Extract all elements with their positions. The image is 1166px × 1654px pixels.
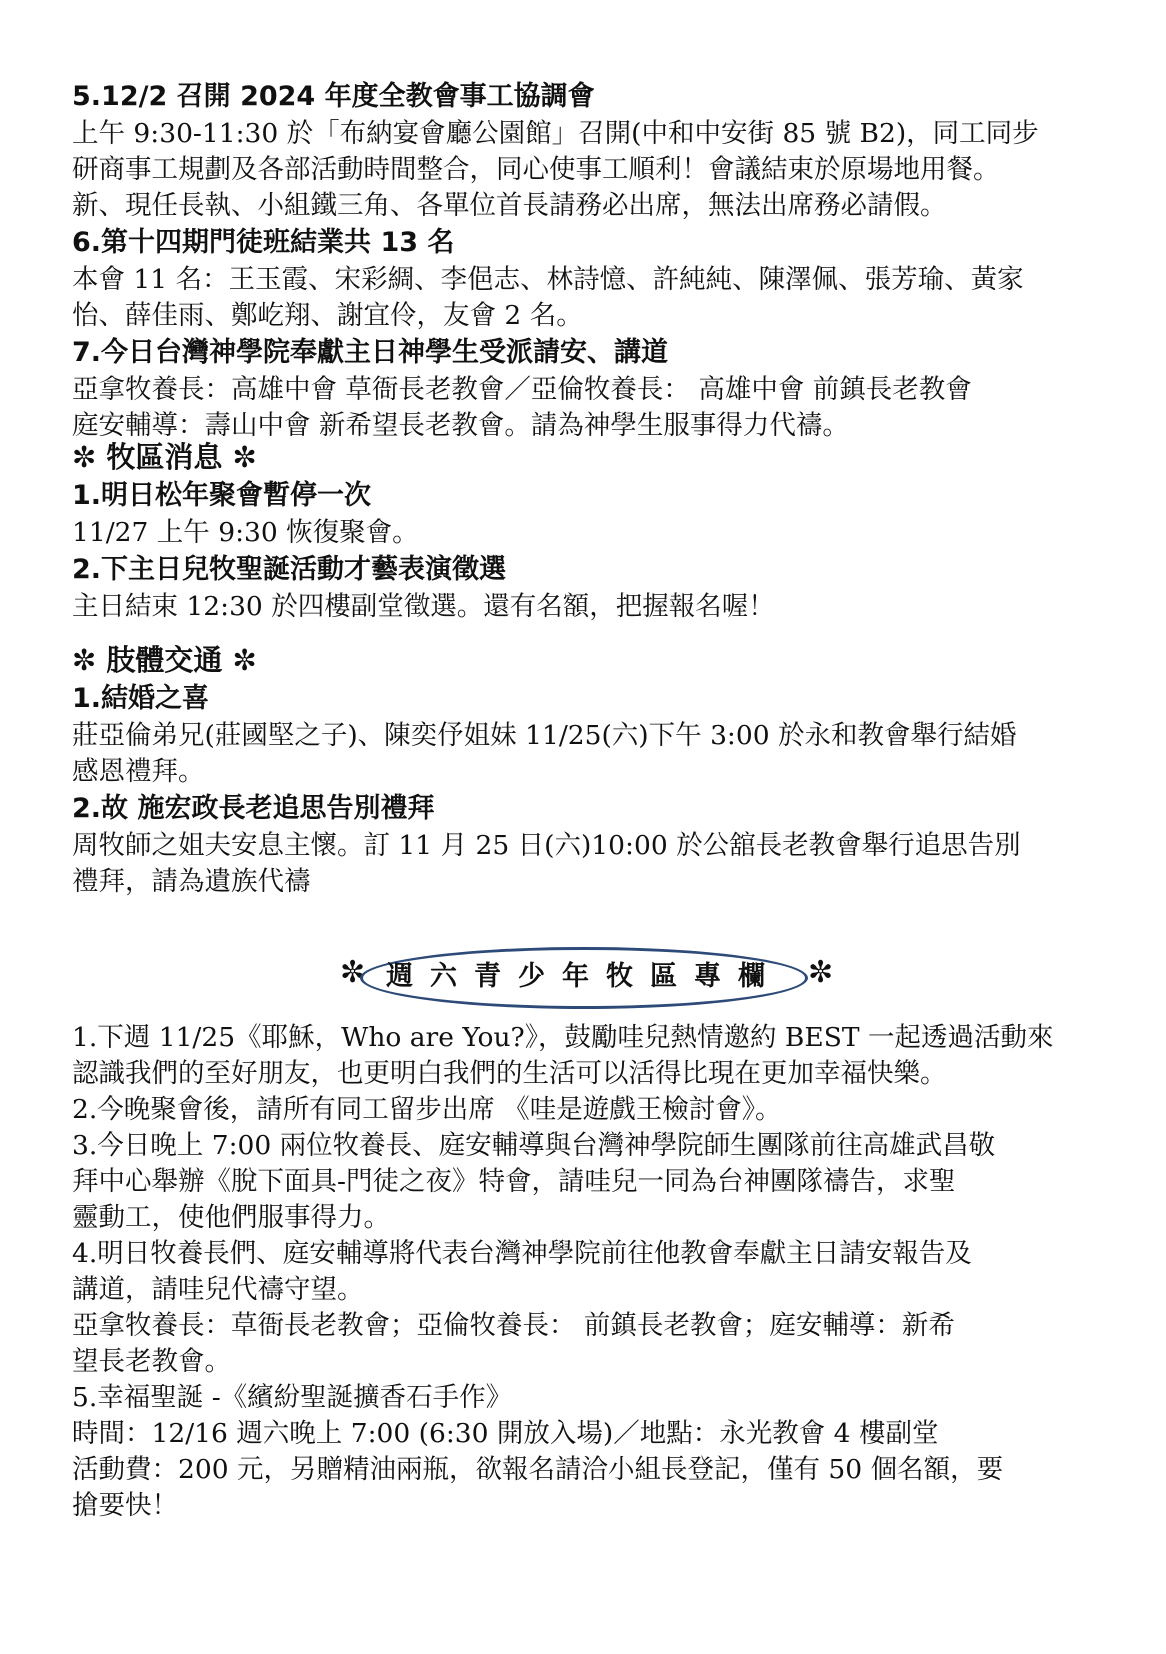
youth-column-title: 週六青少年牧區專欄 [386,961,782,992]
item-5-line-3: 新、現任長執、小組鐵三角、各單位首長請務必出席，無法出席務必請假。 [72,190,947,221]
pastoral-item-2-title: 2.下主日兒牧聖誕活動才藝表演徵選 [72,554,507,585]
fellowship-heading [72,640,1112,680]
item-6-title: 6.第十四期門徒班結業共 13 名 [72,227,455,258]
pastoral-item-1-title: 1.明日松年聚會暫停一次 [72,480,372,511]
youth-line-8: 講道，請哇兒代禱守望。 [72,1274,364,1305]
youth-line-12: 時間：12/16 週六晚上 7:00 (6:30 開放入場)／地點：永光教會 4 樓副堂 [72,1418,939,1449]
item-5-title: 5.12/2 召開 2024 年度全教會事工協調會 [72,81,595,112]
item-6-line-1: 本會 11 名：王玉霞、宋彩綢、李俋志、林詩憶、許純純、陳澤佩、張芳瑜、黃家 [72,264,1024,295]
item-7-line-2: 庭安輔導：壽山中會 新希望長老教會。請為神學生服事得力代禱。 [72,410,849,441]
youth-line-7: 4.明日牧養長們、庭安輔導將代表台灣神學院前往他教會奉獻主日請安報告及 [72,1238,972,1269]
youth-column-body [72,1020,1112,1524]
pastoral-item-2-line-1: 主日結束 12:30 於四樓副堂徵選。還有名額，把握報名喔！ [72,591,775,622]
youth-line-2: 認識我們的至好朋友，也更明白我們的生活可以活得比現在更加幸福快樂。 [72,1058,947,1089]
fellowship-item-2-line-2: 禮拜，請為遺族代禱 [72,866,311,897]
fellowship-heading-text: 肢體交通 [106,643,223,677]
youth-line-11: 5.幸福聖誕 -《繽紛聖誕擴香石手作》 [72,1382,513,1413]
flower-star-icon: ✼ [232,643,257,677]
youth-line-5: 拜中心舉辦《脫下面具-門徒之夜》特會，請哇兒一同為台神團隊禱告，求聖 [72,1166,956,1197]
pastoral-item-1-line-1: 11/27 上午 9:30 恢復聚會。 [72,517,419,548]
item-7-line-1: 亞拿牧養長：高雄中會 草衙長老教會／亞倫牧養長： 高雄中會 前鎮長老教會 [72,374,972,405]
fellowship-item-1-title: 1.結婚之喜 [72,683,210,714]
item-5-line-2: 研商事工規劃及各部活動時間整合，同心使事工順利！會議結束於原場地用餐。 [72,154,1000,185]
fellowship-item-1-line-1: 莊亞倫弟兄(莊國堅之子)、陳奕伃姐妹 11/25(六)下午 3:00 於永和教會舉行結婚 [72,720,1017,751]
youth-column-banner [340,943,834,1007]
pastoral-news-section [72,437,1112,625]
flower-star-icon: ✼ [232,440,257,474]
item-6-line-2: 怡、薛佳雨、鄭屹翔、謝宜伶，友會 2 名。 [72,300,583,331]
fellowship-section [72,640,1112,900]
youth-line-10: 望長老教會。 [72,1346,231,1377]
flower-star-icon: ✼ [340,955,366,990]
pastoral-news-heading-text: 牧區消息 [106,440,223,474]
item-7-title: 7.今日台灣神學院奉獻主日神學生受派請安、講道 [72,337,669,368]
flower-star-icon: ✼ [808,955,834,990]
fellowship-item-2-line-1: 周牧師之姐夫安息主懷。訂 11 月 25 日(六)10:00 於公舘長老教會舉行追思告別 [72,830,1021,861]
flower-star-icon: ✼ [72,643,97,677]
fellowship-item-2-title: 2.故 施宏政長老追思告別禮拜 [72,793,435,824]
announcements-top [72,78,1112,444]
youth-line-9: 亞拿牧養長：草衙長老教會；亞倫牧養長： 前鎮長老教會；庭安輔導：新希 [72,1310,955,1341]
flower-star-icon: ✼ [72,440,97,474]
youth-line-1: 1.下週 11/25《耶穌，Who are You?》，鼓勵哇兒熱情邀約 BEST 一起透過活動來 [72,1022,1054,1053]
item-5-line-1: 上午 9:30-11:30 於「布納宴會廳公園館」召開(中和中安街 85 號 B2)，同工同步 [72,118,1039,149]
fellowship-item-1-line-2: 感恩禮拜。 [72,756,205,787]
youth-line-4: 3.今日晚上 7:00 兩位牧養長、庭安輔導與台灣神學院師生團隊前往高雄武昌敬 [72,1130,996,1161]
youth-line-14: 搶要快！ [72,1490,178,1521]
youth-line-6: 靈動工，使他們服事得力。 [72,1202,390,1233]
pastoral-news-heading [72,437,1112,477]
youth-line-3: 2.今晚聚會後，請所有同工留步出席 《哇是遊戲王檢討會》。 [72,1094,782,1125]
youth-line-13: 活動費：200 元，另贈精油兩瓶，欲報名請洽小組長登記，僅有 50 個名額，要 [72,1454,1004,1485]
